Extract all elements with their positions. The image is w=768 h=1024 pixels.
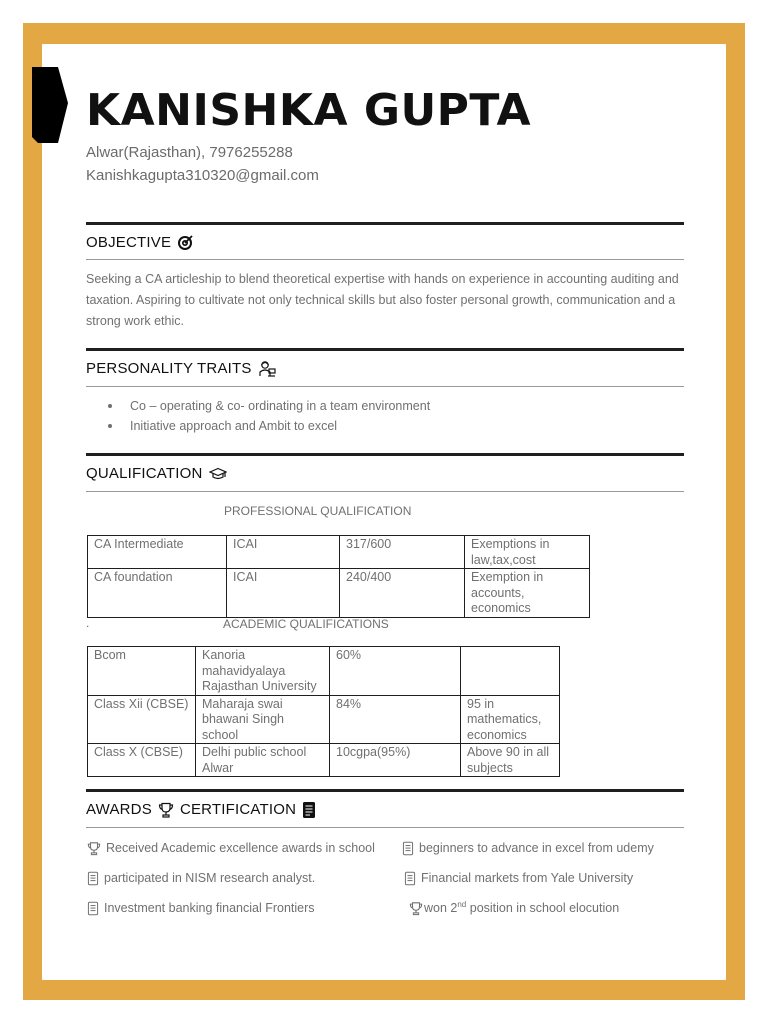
table-row [88,695,560,744]
section-rule-thick [86,348,684,351]
table-cell: CA foundation [88,569,227,618]
candidate-name: KANISHKA GUPTA [86,85,532,136]
table-cell: ICAI [227,536,340,569]
objective-title: OBJECTIVE [86,234,172,251]
award-item [87,840,375,856]
certification-text: participated in NISM research analyst. [104,871,316,885]
award-text [424,900,619,916]
table-cell: 95 in mathematics, economics [461,695,560,744]
traits-title: PERSONALITY TRAITS [86,360,252,377]
trophy-icon [158,802,174,818]
list-item: Initiative approach and Ambit to excel [108,416,430,436]
certification-text: Investment banking financial Frontiers [104,901,315,915]
table-cell [461,647,560,696]
scroll-icon [87,901,99,916]
qualification-heading [86,464,227,484]
award-text-start: won 2 [424,901,458,915]
certification-text: beginners to advance in excel from udemy [419,841,654,855]
table-cell: Maharaja swai bhawani Singh school [196,695,330,744]
professional-table [87,535,590,618]
target-icon [177,235,193,251]
table-cell: 84% [330,695,461,744]
certification-item [87,900,315,916]
section-rule-thick [86,789,684,792]
person-at-desk-icon [258,360,276,378]
certification-title: CERTIFICATION [179,801,297,818]
table-cell: 317/600 [340,536,465,569]
ordinal-suffix: nd [457,899,467,909]
section-rule-thin [86,827,684,828]
table-cell: Class X (CBSE) [88,744,196,777]
professional-caption: PROFESSIONAL QUALIFICATION [224,504,412,518]
graduation-cap-icon [209,467,227,481]
awards-heading [86,800,316,820]
scroll-icon [302,801,316,819]
scroll-icon [402,841,414,856]
table-row [88,744,560,777]
qualification-title: QUALIFICATION [86,465,203,482]
award-text-end: position in school elocution [466,901,620,915]
table-cell: Bcom [88,647,196,696]
scroll-icon [404,871,416,886]
table-row [88,536,590,569]
table-cell: Above 90 in all subjects [461,744,560,777]
separator-dot: . [86,616,90,630]
section-rule-thin [86,259,684,260]
section-rule-thin [86,491,684,492]
table-row [88,647,560,696]
table-cell: CA Intermediate [88,536,227,569]
table-cell: 10cgpa(95%) [330,744,461,777]
traits-heading [86,359,276,379]
table-cell: Class Xii (CBSE) [88,695,196,744]
academic-table [87,646,560,777]
certification-item [404,870,633,886]
section-rule-thin [86,386,684,387]
scroll-icon [87,871,99,886]
certification-item [87,870,315,886]
table-row [88,569,590,618]
table-cell: ICAI [227,569,340,618]
list-item: Co – operating & co- ordinating in a team environment [108,396,430,416]
header-tab-marker [32,67,68,147]
table-cell: 240/400 [340,569,465,618]
table-cell: Kanoria mahavidyalaya Rajasthan University [196,647,330,696]
award-text: Received Academic excellence awards in school [106,841,375,855]
contact-location-phone: Alwar(Rajasthan), 7976255288 [86,144,293,161]
section-rule-thick [86,453,684,456]
table-cell: Exemption in accounts, economics [465,569,590,618]
table-cell: 60% [330,647,461,696]
certification-item [402,840,654,856]
certification-text: Financial markets from Yale University [421,871,634,885]
academic-caption: ACADEMIC QUALIFICATIONS [223,617,389,631]
table-cell: Delhi public school Alwar [196,744,330,777]
award-item [409,900,619,916]
traits-list [108,396,430,436]
awards-title: AWARDS [86,801,152,818]
objective-heading [86,233,193,253]
section-rule-thick [86,222,684,225]
table-cell: Exemptions in law,tax,cost [465,536,590,569]
trophy-icon [87,841,101,856]
objective-text: Seeking a CA articleship to blend theoretical expertise with hands on experience in accounting auditing and taxation. Aspiring to cultivate not only technical skills but also foster personal growth, communication and a strong work ethic. [86,272,679,328]
trophy-icon [409,901,423,916]
contact-email: Kanishkagupta310320@gmail.com [86,167,319,184]
